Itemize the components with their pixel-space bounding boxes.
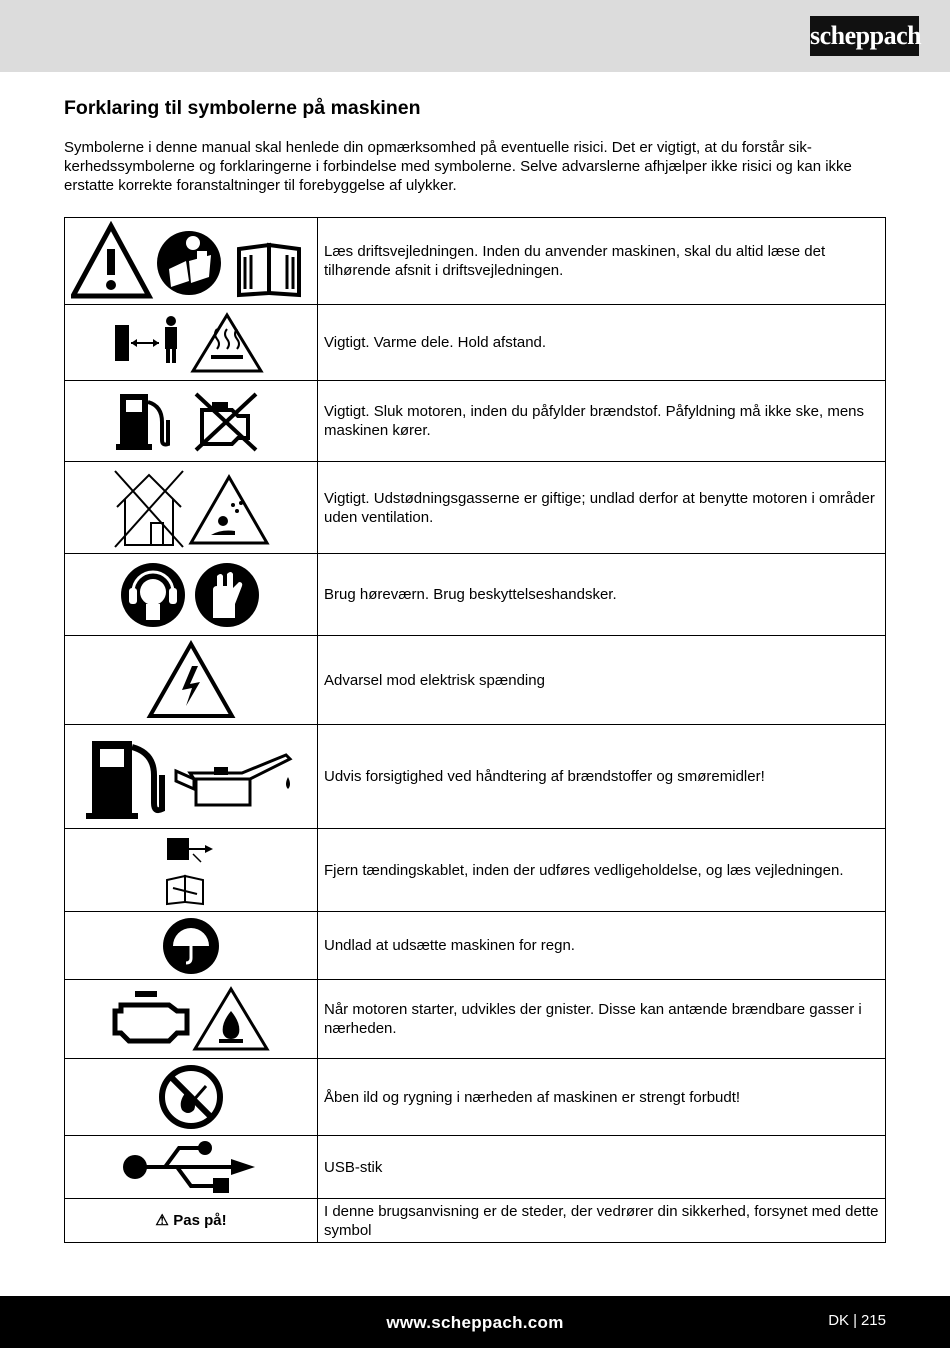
toxic-fumes-warning-icon xyxy=(191,477,267,543)
table-row xyxy=(65,554,886,636)
warning-triangle-icon xyxy=(73,226,149,296)
row-description: I denne brugsanvisning er de steder, der vedrører din sikkerhed, forsynet med dette symbol xyxy=(318,1199,886,1243)
table-row xyxy=(65,462,886,554)
row-icons xyxy=(119,560,263,630)
table-row xyxy=(65,305,886,381)
oil-can-icon xyxy=(176,755,290,805)
row-icons xyxy=(161,916,221,976)
row-icons xyxy=(161,834,221,906)
row-description: Vigtigt. Udstødningsgasserne er giftige; undlad derfor at benytte motoren i områder uden ventilation. xyxy=(318,462,886,554)
open-book-icon xyxy=(239,245,299,295)
row-icons xyxy=(111,467,271,549)
table-row xyxy=(65,1059,886,1136)
footer-bar xyxy=(0,1296,950,1348)
hot-surface-warning-icon xyxy=(193,315,261,371)
row-icons xyxy=(156,1062,226,1132)
protective-gloves-icon xyxy=(195,563,259,627)
intro-paragraph: Symbolerne i denne manual skal henlede din opmærksomhed på eventuelle risici. Det er vigtigt, at du forstår sik-kerhedssymbolerne og forklaringerne i forbindelse med symbolerne. Selve advarslerne afhjælper ikke risici og kan ikke erstatte korrekte foranstaltninger til forebyggelse af ulykker. xyxy=(64,139,852,194)
footer-url[interactable]: www.scheppach.com xyxy=(386,1313,564,1332)
caution-label: Pas på! xyxy=(173,1212,227,1229)
page-num-value: 215 xyxy=(860,1312,886,1329)
table-row xyxy=(65,725,886,829)
table-row xyxy=(65,1136,886,1199)
row-description: Advarsel mod elektrisk spænding xyxy=(318,636,886,725)
read-manual-icon xyxy=(157,231,221,295)
row-description: Læs driftsvejledningen. Inden du anvender maskinen, skal du altid læse det tilhørende afsnit i driftsvejledningen. xyxy=(318,218,886,305)
electric-voltage-warning-icon xyxy=(150,644,232,716)
table-row xyxy=(65,980,886,1059)
row-description: Fjern tændingskablet, inden der udføres vedligeholdelse, og læs vejledningen. xyxy=(318,829,886,912)
engine-icon xyxy=(115,991,187,1041)
table-row xyxy=(65,912,886,980)
spark-plug-disconnect-icon xyxy=(167,838,213,862)
engine-off-icon xyxy=(196,394,256,450)
page-number xyxy=(828,1312,886,1329)
row-description: Når motoren starter, udvikles der gnister. Disse kan antænde brændbare gasser i nærheden. xyxy=(318,980,886,1059)
row-icons xyxy=(116,388,266,454)
separator: | xyxy=(853,1312,857,1329)
fuel-pump-icon xyxy=(86,741,162,819)
row-description: Brug høreværn. Brug beskyttelseshandsker. xyxy=(318,554,886,636)
header-band xyxy=(0,0,950,72)
row-icons xyxy=(146,640,236,720)
caution-symbol-icon: ⚠ xyxy=(155,1212,169,1229)
fuel-pump-icon xyxy=(116,394,168,450)
table-row xyxy=(65,1199,886,1243)
symbol-table xyxy=(64,217,886,1243)
table-row xyxy=(65,636,886,725)
maintenance-manual-icon xyxy=(167,876,203,904)
usb-icon xyxy=(123,1141,255,1193)
no-indoor-use-icon xyxy=(115,471,183,547)
row-icons xyxy=(86,731,296,823)
row-description: Vigtigt. Sluk motoren, inden du påfylder brændstof. Påfyldning må ikke ske, mens maskinen kører. xyxy=(318,381,886,462)
row-description: Åben ild og rygning i nærheden af maskinen er strengt forbudt! xyxy=(318,1059,886,1136)
table-row xyxy=(65,829,886,912)
row-icons xyxy=(111,311,271,375)
row-description: Undlad at udsætte maskinen for regn. xyxy=(318,912,886,980)
row-description: Vigtigt. Varme dele. Hold afstand. xyxy=(318,305,886,381)
page-title: Forklaring til symbolerne på maskinen xyxy=(64,97,421,119)
table-row xyxy=(65,218,886,305)
rain-protection-icon xyxy=(163,918,219,974)
row-icons xyxy=(111,985,271,1053)
table-row xyxy=(65,381,886,462)
row-icons xyxy=(121,1140,261,1194)
ear-protection-icon xyxy=(121,563,185,627)
scheppach-logo: scheppach xyxy=(810,16,919,56)
language-code: DK xyxy=(828,1312,850,1329)
keep-distance-icon xyxy=(115,316,177,363)
row-icons xyxy=(71,221,311,301)
no-open-flame-icon xyxy=(162,1068,220,1126)
flammable-warning-icon xyxy=(195,989,267,1049)
row-description: Udvis forsigtighed ved håndtering af brændstoffer og smøremidler! xyxy=(318,725,886,829)
row-description: USB-stik xyxy=(318,1136,886,1199)
